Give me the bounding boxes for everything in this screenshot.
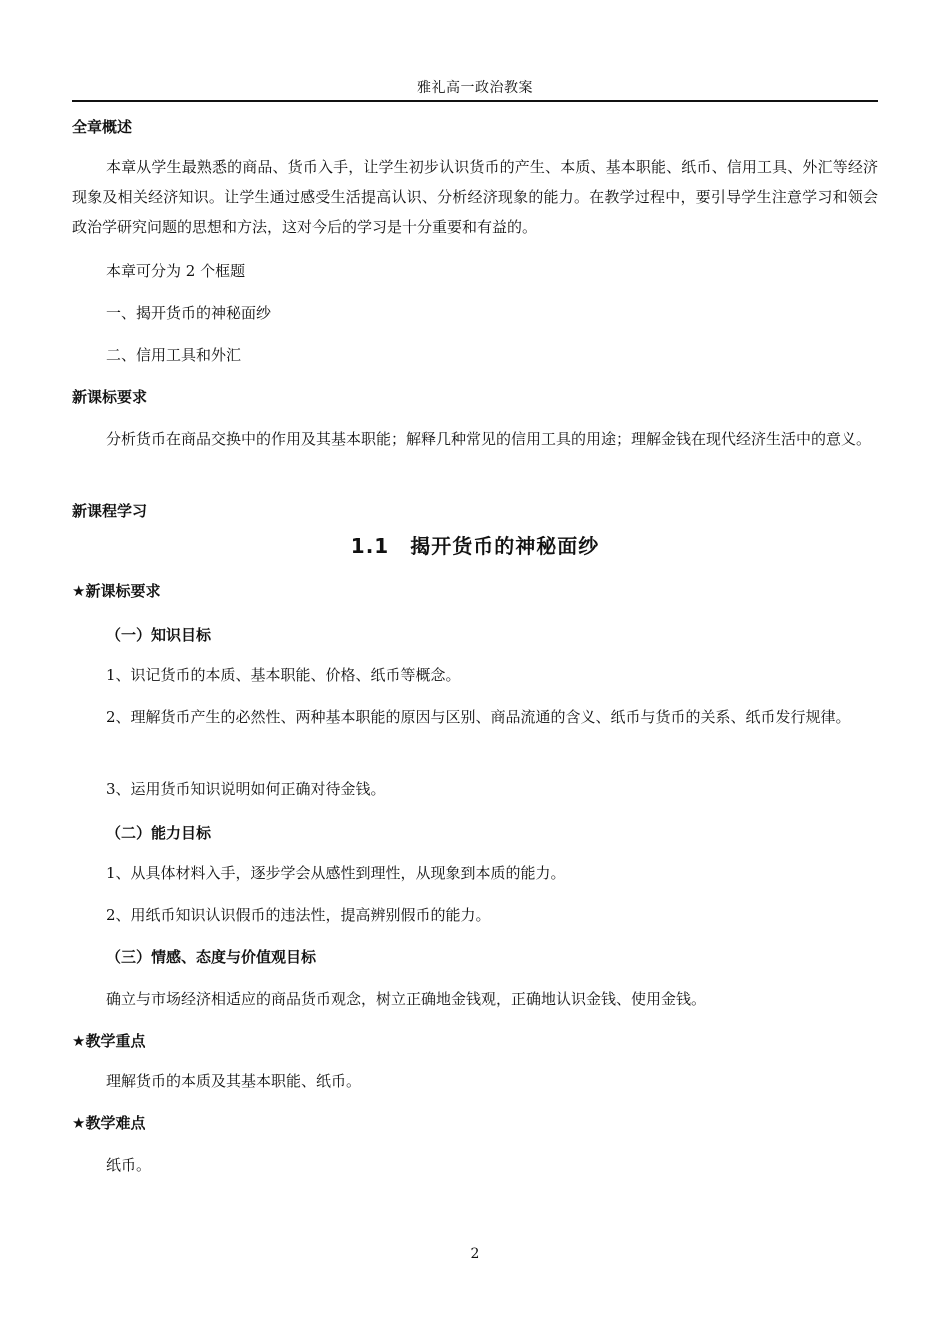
knowledge-goal-1: 1、识记货币的本质、基本职能、价格、纸币等概念。 xyxy=(106,666,461,684)
difficulties-heading: ★教学难点 xyxy=(72,1114,146,1132)
knowledge-goal-3: 3、运用货币知识说明如何正确对待金钱。 xyxy=(106,780,386,798)
standards-heading: 新课标要求 xyxy=(72,388,148,406)
page-number: 2 xyxy=(470,1246,480,1262)
ability-goal-2: 2、用纸币知识认识假币的违法性，提高辨别假币的能力。 xyxy=(106,906,491,924)
course-heading: 新课程学习 xyxy=(72,502,148,520)
lesson-title: 1.1 揭开货币的神秘面纱 xyxy=(350,534,600,558)
values-goal-1: 确立与市场经济相适应的商品货币观念，树立正确地金钱观，正确地认识金钱、使用金钱。 xyxy=(106,990,707,1008)
page-header: 雅礼高一政治教案 xyxy=(72,76,878,102)
overview-item-2: 二、信用工具和外汇 xyxy=(106,346,242,364)
overview-heading: 全章概述 xyxy=(72,118,133,136)
ability-goal-1: 1、从具体材料入手，逐步学会从感性到理性，从现象到本质的能力。 xyxy=(106,864,566,882)
overview-item-1: 一、揭开货币的神秘面纱 xyxy=(106,304,272,322)
difficulties-text: 纸币。 xyxy=(106,1156,152,1174)
key-points-text: 理解货币的本质及其基本职能、纸币。 xyxy=(106,1072,362,1090)
standards-paragraph: 分析货币在商品交换中的作用及其基本职能；解释几种常见的信用工具的用途；理解金钱在现代经济生活中的意义。 xyxy=(106,430,872,448)
knowledge-goal-2: 2、理解货币产生的必然性、两种基本职能的原因与区别、商品流通的含义、纸币与货币的关系、纸币发行规律。 xyxy=(106,708,851,726)
key-points-heading: ★教学重点 xyxy=(72,1032,146,1050)
ability-goals-heading: （二）能力目标 xyxy=(106,824,212,842)
overview-paragraph: 本章从学生最熟悉的商品、货币入手，让学生初步认识货币的产生、本质、基本职能、纸币、信用工具、外汇等经济现象及相关经济知识。让学生通过感受生活提高认识、分析经济现象的能力。在教学过程中，要引导学生注意学习和领会政治学研究问题的思想和方法，这对今后的学习是十分重要和有益的。 xyxy=(72,158,878,236)
overview-frame-count: 本章可分为 2 个框题 xyxy=(106,262,246,280)
knowledge-goals-heading: （一）知识目标 xyxy=(106,626,212,644)
requirements-heading: ★新课标要求 xyxy=(72,582,161,600)
values-goals-heading: （三）情感、态度与价值观目标 xyxy=(106,948,317,966)
